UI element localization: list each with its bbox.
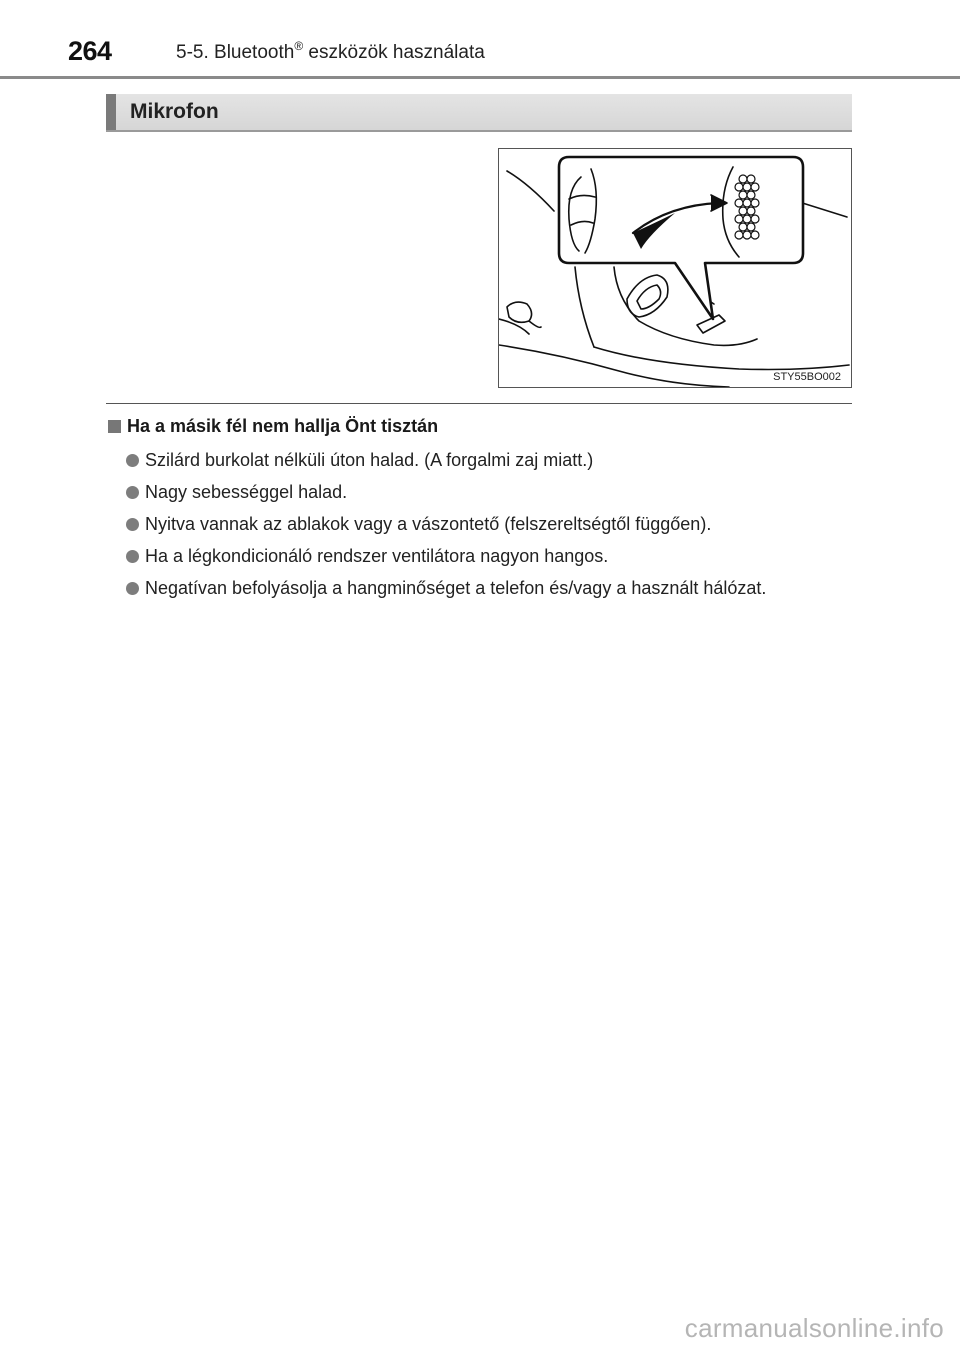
chapter-title-suffix: eszközök használata bbox=[303, 42, 485, 63]
section-bar-accent bbox=[106, 94, 116, 130]
round-bullet-icon bbox=[126, 582, 139, 595]
page-number: 264 bbox=[68, 36, 112, 66]
registered-mark: ® bbox=[294, 39, 304, 53]
list-item-text: Nagy sebességgel halad. bbox=[145, 482, 348, 502]
microphone-illustration bbox=[498, 148, 852, 388]
list-item-text: Ha a légkondicionáló rendszer ventilátora nagyon hangos. bbox=[145, 546, 609, 566]
list-item bbox=[126, 572, 766, 604]
list-item bbox=[126, 476, 766, 508]
list-item bbox=[126, 540, 766, 572]
list-item bbox=[126, 508, 766, 540]
watermark: carmanualsonline.info bbox=[684, 1313, 944, 1343]
chapter-title-prefix: 5-5. Bluetooth bbox=[176, 42, 295, 63]
square-bullet-icon bbox=[108, 420, 121, 433]
header-rule bbox=[0, 76, 960, 79]
list-item-text: Szilárd burkolat nélküli úton halad. (A forgalmi zaj miatt.) bbox=[145, 450, 594, 470]
list-item-text: Negatívan befolyásolja a hangminőséget a telefon és/vagy a használt hálózat. bbox=[145, 578, 767, 598]
section-bar bbox=[106, 94, 852, 132]
figure-code: STY55BO002 bbox=[773, 371, 841, 383]
section-divider bbox=[106, 403, 852, 404]
note-heading-text: Ha a másik fél nem hallja Önt tisztán bbox=[127, 416, 439, 436]
list-item bbox=[126, 444, 766, 476]
round-bullet-icon bbox=[126, 454, 139, 467]
round-bullet-icon bbox=[126, 486, 139, 499]
note-list bbox=[126, 444, 766, 604]
chapter-title bbox=[176, 39, 485, 64]
round-bullet-icon bbox=[126, 518, 139, 531]
note-heading bbox=[108, 416, 438, 437]
round-bullet-icon bbox=[126, 550, 139, 563]
microphone-drawing bbox=[499, 149, 851, 387]
section-title: Mikrofon bbox=[130, 100, 219, 123]
list-item-text: Nyitva vannak az ablakok vagy a vászontető (felszereltségtől függően). bbox=[145, 514, 712, 534]
